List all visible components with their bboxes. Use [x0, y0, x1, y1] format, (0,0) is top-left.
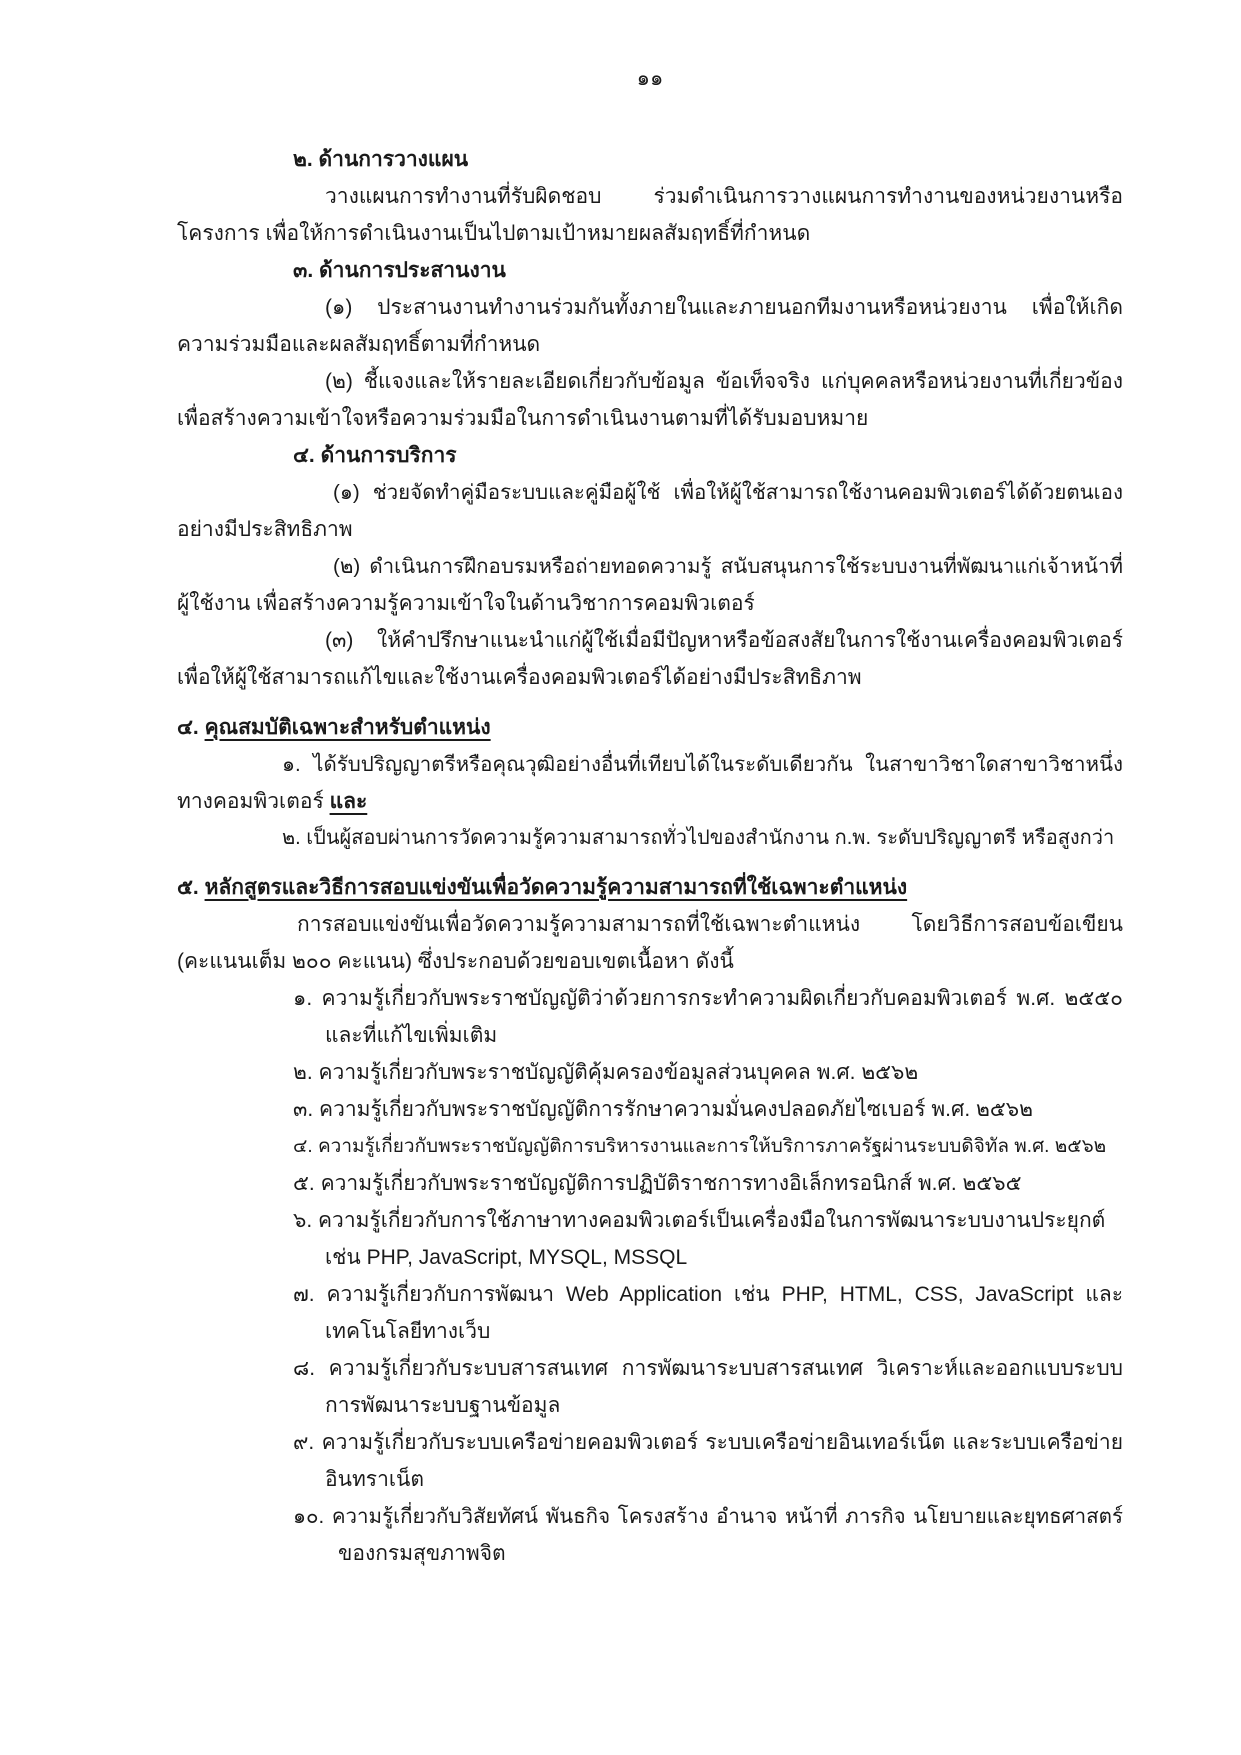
text-line: ๑. ได้รับปริญญาตรีหรือคุณวุฒิอย่างอื่นที่เทียบได้ในระดับเดียวกัน ในสาขาวิชาใดสาขาวิชาหนึ่ง	[282, 753, 1123, 776]
text-line: ๗. ความรู้เกี่ยวกับการพัฒนา Web Application เช่น PHP, HTML, CSS, JavaScript และ	[293, 1283, 1123, 1306]
text-line: (๒) ชี้แจงและให้รายละเอียดเกี่ยวกับข้อมูล ข้อเท็จจริง แก่บุคคลหรือหน่วยงานที่เกี่ยวข้อง	[325, 370, 1123, 393]
text-line: เพื่อให้ผู้ใช้สามารถแก้ไขและใช้งานเครื่องคอมพิวเตอร์ได้อย่างมีประสิทธิภาพ	[177, 666, 862, 689]
text-line: ๒. เป็นผู้สอบผ่านการวัดความรู้ความสามารถทั่วไปของสำนักงาน ก.พ. ระดับปริญญาตรี หรือสูงกว่า	[282, 827, 1115, 849]
list-item	[177, 1424, 1123, 1498]
text-line: ๕. ความรู้เกี่ยวกับพระราชบัญญัติการปฏิบัติราชการทางอิเล็กทรอนิกส์ พ.ศ. ๒๕๖๕	[293, 1172, 1022, 1195]
page-number: ๑๑	[636, 67, 664, 90]
coordination-heading: ๓. ด้านการประสานงาน	[293, 259, 506, 282]
text-fragment: ทางคอมพิวเตอร์	[177, 790, 324, 813]
text-line: การสอบแข่งขันเพื่อวัดความรู้ความสามารถที่ใช้เฉพาะตำแหน่ง โดยวิธีการสอบข้อเขียน	[297, 913, 1123, 936]
text-line: (๓) ให้คำปรึกษาแนะนำแก่ผู้ใช้เมื่อมีปัญหาหรือข้อสงสัยในการใช้งานเครื่องคอมพิวเตอร์	[325, 629, 1123, 652]
text-line: ๓. ความรู้เกี่ยวกับพระราชบัญญัติการรักษาความมั่นคงปลอดภัยไซเบอร์ พ.ศ. ๒๕๖๒	[293, 1098, 1033, 1121]
list-item	[177, 1091, 1123, 1128]
text-line: ความร่วมมือและผลสัมฤทธิ์ตามที่กำหนด	[177, 333, 541, 356]
service-heading: ๔. ด้านการบริการ	[293, 444, 457, 467]
text-line: การพัฒนาระบบฐานข้อมูล	[325, 1394, 561, 1417]
list-item	[177, 1202, 1123, 1276]
text-line: เทคโนโลยีทางเว็บ	[325, 1320, 491, 1343]
list-item	[177, 1128, 1123, 1165]
text-line: ๘. ความรู้เกี่ยวกับระบบสารสนเทศ การพัฒนาระบบสารสนเทศ วิเคราะห์และออกแบบระบบ	[293, 1357, 1123, 1380]
text-line: เช่น PHP, JavaScript, MYSQL, MSSQL	[325, 1246, 688, 1269]
text-line: ๙. ความรู้เกี่ยวกับระบบเครือข่ายคอมพิวเตอร์ ระบบเครือข่ายอินเทอร์เน็ต และระบบเครือข่าย	[293, 1431, 1123, 1454]
exam-heading	[177, 869, 1123, 906]
text-line: อินทราเน็ต	[325, 1468, 425, 1491]
section-number: ๕.	[177, 876, 199, 899]
text-line: วางแผนการทำงานที่รับผิดชอบ ร่วมดำเนินการวางแผนการทำงานของหน่วยงานหรือ	[325, 185, 1123, 208]
text-line	[177, 783, 1123, 820]
text-line: ของกรมสุขภาพจิต	[338, 1542, 506, 1565]
text-line: (๑) ประสานงานทำงานร่วมกันทั้งภายในและภายนอกทีมงานหรือหน่วยงาน เพื่อให้เกิด	[325, 296, 1123, 319]
text-line: (๒) ดำเนินการฝึกอบรมหรือถ่ายทอดความรู้ สนับสนุนการใช้ระบบงานที่พัฒนาแก่เจ้าหน้าที่	[333, 555, 1123, 578]
qualifications-heading	[177, 709, 1123, 746]
text-line: (๑) ช่วยจัดทำคู่มือระบบและคู่มือผู้ใช้ เพื่อให้ผู้ใช้สามารถใช้งานคอมพิวเตอร์ได้ด้วยตนเอง	[333, 481, 1123, 504]
text-line: ๒. ความรู้เกี่ยวกับพระราชบัญญัติคุ้มครองข้อมูลส่วนบุคคล พ.ศ. ๒๕๖๒	[293, 1061, 919, 1084]
document-body	[177, 141, 1123, 1572]
section-title: หลักสูตรและวิธีการสอบแข่งขันเพื่อวัดความรู้ความสามารถที่ใช้เฉพาะตำแหน่ง	[204, 876, 908, 899]
text-line: และที่แก้ไขเพิ่มเติม	[325, 1024, 498, 1047]
text-line: ๑๐. ความรู้เกี่ยวกับวิสัยทัศน์ พันธกิจ โครงสร้าง อำนาจ หน้าที่ ภารกิจ นโยบายและยุทธศาสตร์	[293, 1505, 1123, 1528]
planning-heading: ๒. ด้านการวางแผน	[293, 148, 469, 171]
list-item	[177, 980, 1123, 1054]
text-line: (คะแนนเต็ม ๒๐๐ คะแนน) ซึ่งประกอบด้วยขอบเขตเนื้อหา ดังนี้	[177, 950, 734, 973]
exam-topic-list	[177, 980, 1123, 1572]
list-item	[177, 1498, 1123, 1572]
text-line: ผู้ใช้งาน เพื่อสร้างความรู้ความเข้าใจในด้านวิชาการคอมพิวเตอร์	[177, 592, 755, 615]
text-line: ๑. ความรู้เกี่ยวกับพระราชบัญญัติว่าด้วยการกระทำความผิดเกี่ยวกับคอมพิวเตอร์ พ.ศ. ๒๕๕๐	[293, 987, 1123, 1010]
conjunction-and: และ	[329, 790, 368, 813]
list-item	[177, 1165, 1123, 1202]
text-line: ๔. ความรู้เกี่ยวกับพระราชบัญญัติการบริหารงานและการให้บริการภาครัฐผ่านระบบดิจิทัล พ.ศ. ๒๕๖๒	[293, 1136, 1107, 1157]
list-item	[177, 1054, 1123, 1091]
section-title: คุณสมบัติเฉพาะสำหรับตำแหน่ง	[204, 716, 491, 739]
text-line: เพื่อสร้างความเข้าใจหรือความร่วมมือในการดำเนินงานตามที่ได้รับมอบหมาย	[177, 407, 869, 430]
text-line: โครงการ เพื่อให้การดำเนินงานเป็นไปตามเป้าหมายผลสัมฤทธิ์ที่กำหนด	[177, 222, 811, 245]
list-item	[177, 1276, 1123, 1350]
list-item	[177, 1350, 1123, 1424]
text-line: อย่างมีประสิทธิภาพ	[177, 518, 353, 541]
section-number: ๔.	[177, 716, 199, 739]
text-line: ๖. ความรู้เกี่ยวกับการใช้ภาษาทางคอมพิวเตอร์เป็นเครื่องมือในการพัฒนาระบบงานประยุกต์	[293, 1209, 1106, 1232]
